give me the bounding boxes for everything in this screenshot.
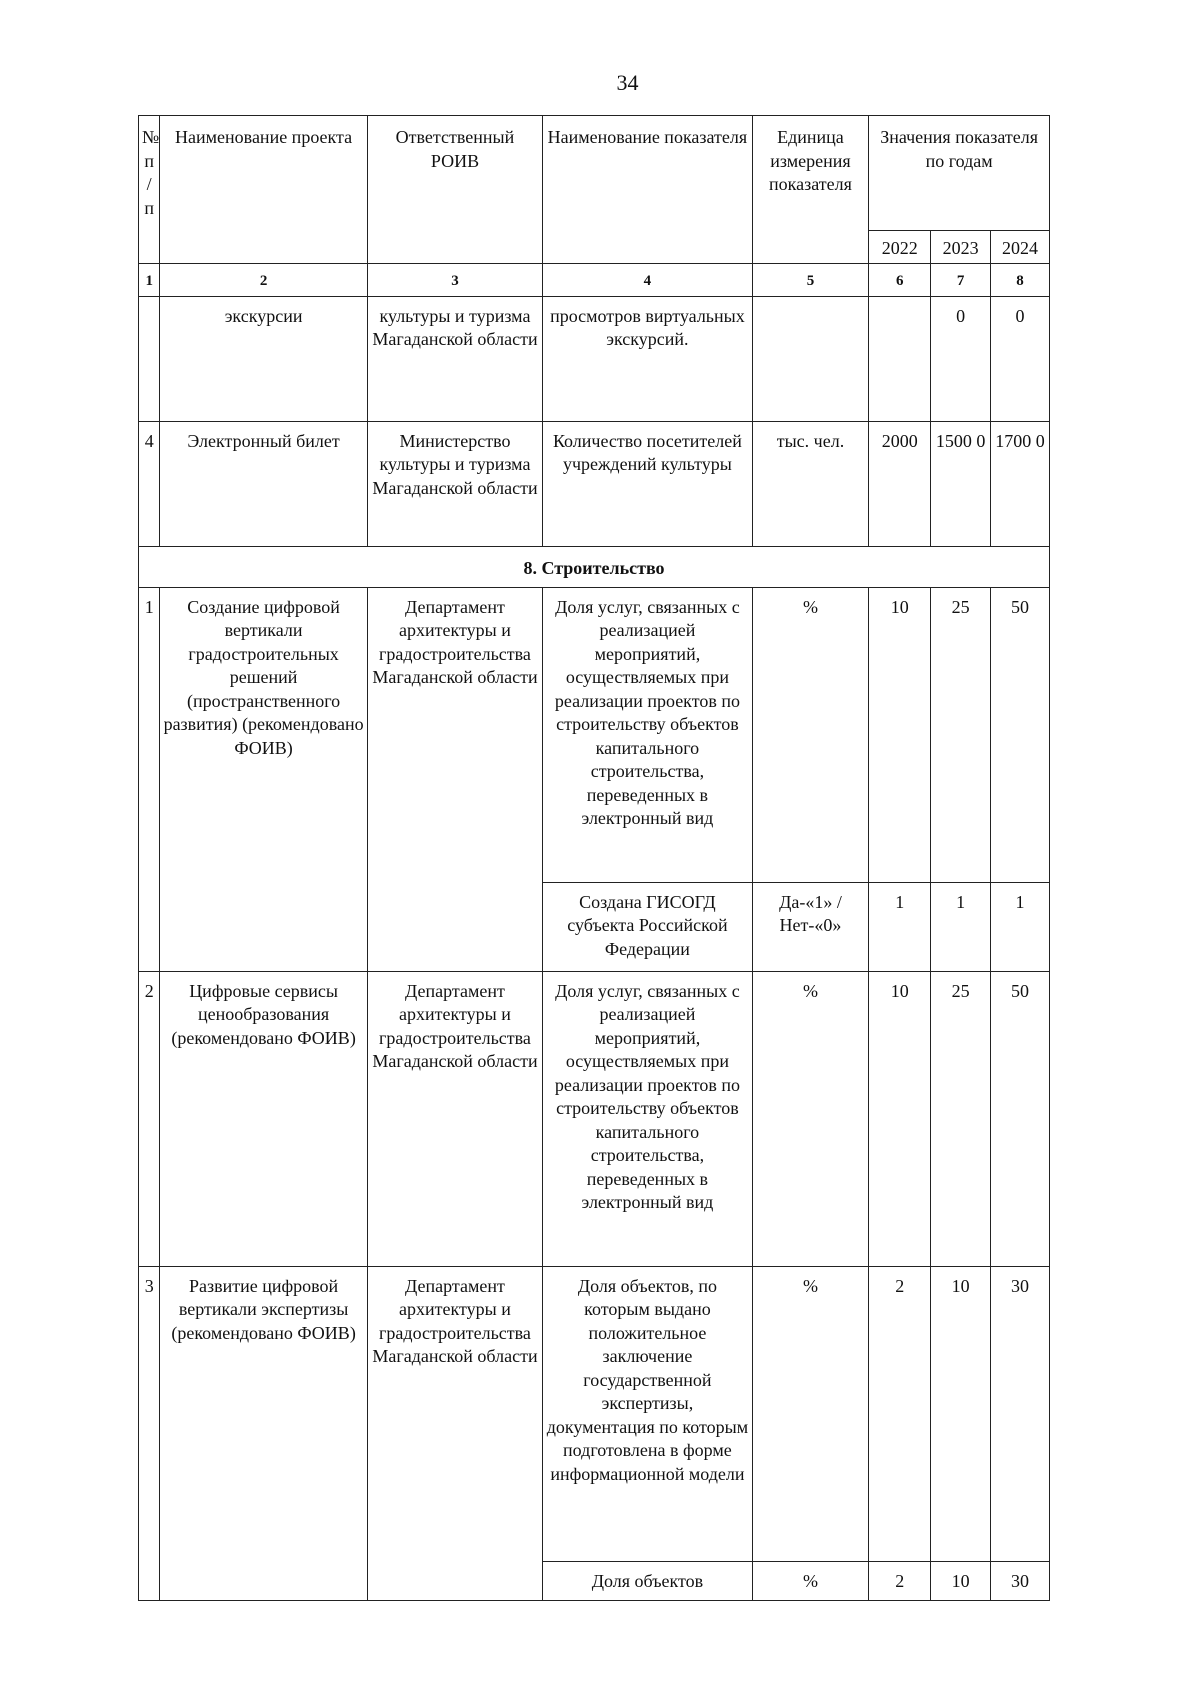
unit: % — [752, 587, 869, 882]
section-header-row — [139, 546, 1050, 587]
project-name: экскурсии — [160, 296, 367, 421]
value-2022: 10 — [869, 587, 931, 882]
value-2022 — [869, 296, 931, 421]
value-2023: 25 — [931, 587, 991, 882]
value-2024: 0 — [991, 296, 1050, 421]
value-2022: 1 — [869, 882, 931, 971]
unit: Да-«1» / Нет-«0» — [752, 882, 869, 971]
indicator-name: Доля объектов, по которым выдано положительное заключение государственной экспертизы, документация по которым подготовлена в форме информационной модели — [543, 1266, 753, 1561]
indicator-name: просмотров виртуальных экскурсий. — [543, 296, 753, 421]
value-2022: 10 — [869, 971, 931, 1266]
row-number: 4 — [139, 421, 160, 546]
value-2023: 1500 0 — [931, 421, 991, 546]
project-name: Цифровые сервисы ценообразования (рекомендовано ФОИВ) — [160, 971, 367, 1266]
value-2022: 2 — [869, 1266, 931, 1561]
value-2023: 25 — [931, 971, 991, 1266]
value-2022: 2000 — [869, 421, 931, 546]
year-2022: 2022 — [869, 231, 931, 264]
unit — [752, 296, 869, 421]
value-2024: 30 — [991, 1266, 1050, 1561]
column-numbers-row — [139, 264, 1050, 297]
value-2024: 30 — [991, 1561, 1050, 1600]
value-2023: 0 — [931, 296, 991, 421]
column-number: 6 — [869, 264, 931, 297]
header-indicator: Наименование показателя — [543, 116, 753, 264]
header-row — [139, 116, 1050, 231]
indicator-name: Количество посетителей учреждений культуры — [543, 421, 753, 546]
project-name: Развитие цифровой вертикали экспертизы (рекомендовано ФОИВ) — [160, 1266, 367, 1600]
column-number: 8 — [991, 264, 1050, 297]
unit: тыс. чел. — [752, 421, 869, 546]
row-number: 1 — [139, 587, 160, 971]
table-row-pricing-services — [139, 971, 1050, 1266]
value-2023: 1 — [931, 882, 991, 971]
project-name: Создание цифровой вертикали градостроительных решений (пространственного развития) (рекомендовано ФОИВ) — [160, 587, 367, 971]
section-title: 8. Строительство — [139, 546, 1050, 587]
row-number — [139, 296, 160, 421]
value-2022: 2 — [869, 1561, 931, 1600]
column-number: 3 — [367, 264, 542, 297]
value-2023: 10 — [931, 1266, 991, 1561]
page-number: 34 — [616, 70, 639, 95]
responsible-roiv: Департамент архитектуры и градостроительства Магаданской области — [367, 1266, 542, 1600]
value-2023: 10 — [931, 1561, 991, 1600]
indicator-name: Создана ГИСОГД субъекта Российской Федерации — [543, 882, 753, 971]
column-number: 1 — [139, 264, 160, 297]
unit: % — [752, 971, 869, 1266]
indicator-name: Доля услуг, связанных с реализацией мероприятий, осуществляемых при реализации проектов по строительству объектов капитального строительства, переведенных в электронный вид — [543, 587, 753, 882]
responsible-roiv: культуры и туризма Магаданской области — [367, 296, 542, 421]
column-number: 7 — [931, 264, 991, 297]
responsible-roiv: Департамент архитектуры и градостроительства Магаданской области — [367, 587, 542, 971]
unit: % — [752, 1266, 869, 1561]
header-project: Наименование проекта — [160, 116, 367, 264]
header-unit: Единица измерения показателя — [752, 116, 869, 264]
indicators-table — [138, 115, 1050, 1601]
responsible-roiv: Министерство культуры и туризма Магаданской области — [367, 421, 542, 546]
row-number: 3 — [139, 1266, 160, 1600]
table-row-electronic-ticket — [139, 421, 1050, 546]
indicator-name: Доля объектов — [543, 1561, 753, 1600]
value-2024: 50 — [991, 587, 1050, 882]
value-2024: 50 — [991, 971, 1050, 1266]
responsible-roiv: Департамент архитектуры и градостроительства Магаданской области — [367, 971, 542, 1266]
column-number: 4 — [543, 264, 753, 297]
column-number: 2 — [160, 264, 367, 297]
indicator-name: Доля услуг, связанных с реализацией мероприятий, осуществляемых при реализации проектов по строительству объектов капитального строительства, переведенных в электронный вид — [543, 971, 753, 1266]
value-2024: 1700 0 — [991, 421, 1050, 546]
header-values: Значения показателя по годам — [869, 116, 1050, 231]
table-row-digital-expertise — [139, 1266, 1050, 1561]
unit: % — [752, 1561, 869, 1600]
table-row-digital-urban-planning — [139, 587, 1050, 882]
table-row-virtual-tours-continued — [139, 296, 1050, 421]
value-2024: 1 — [991, 882, 1050, 971]
year-2023: 2023 — [931, 231, 991, 264]
header-number: № п / п — [139, 116, 160, 264]
year-2024: 2024 — [991, 231, 1050, 264]
project-name: Электронный билет — [160, 421, 367, 546]
column-number: 5 — [752, 264, 869, 297]
row-number: 2 — [139, 971, 160, 1266]
header-roiv: Ответственный РОИВ — [367, 116, 542, 264]
